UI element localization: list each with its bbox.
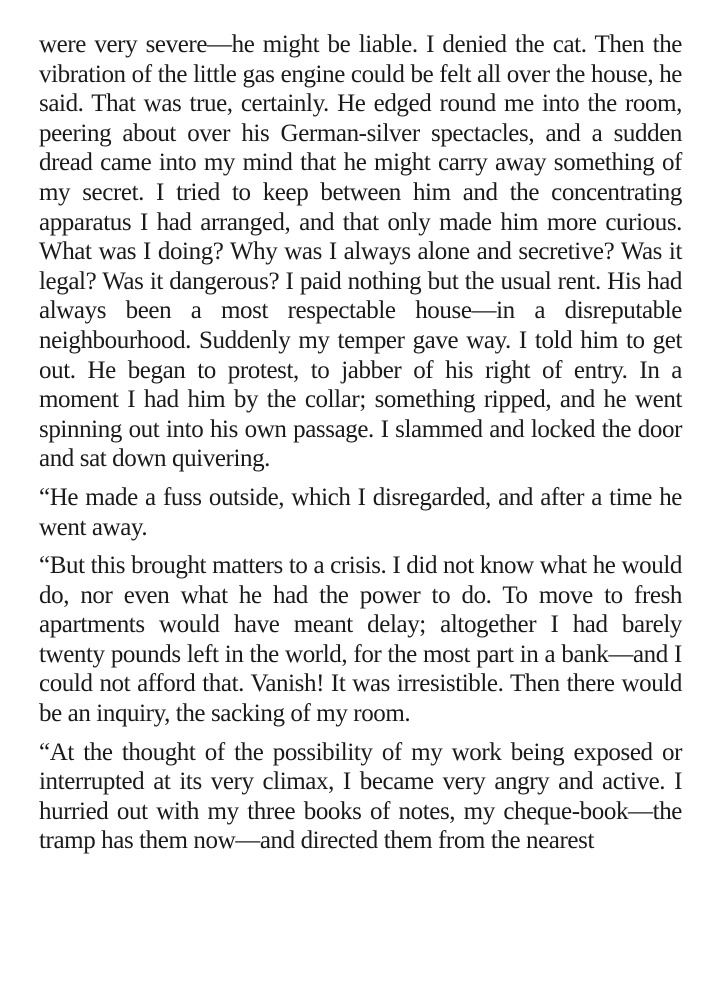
paragraph-landlord-confrontation: were very severe—he might be liable. I denied the cat. Then the vibration of the little gas engine could be felt all over the house, he said. That was true, certainly. He edged round me into the room, peering about over his German-silver spectacles, and a sudden dread came into my mind that he might carry away something of my secret. I tried to keep between him and the concentrating apparatus I had arranged, and that only made him more curious. What was I doing? Why was I always alone and secretive? Was it legal? Was it dangerous? I paid nothing but the usual rent. His had always been a most respectable house—in a disreputable neighbourhood. Suddenly my temper gave way. I told him to get out. He began to protest, to jabber of his right of entry. In a moment I had him by the collar; something ripped, and he went spinning out into his own passage. I slammed and locked the door and sat down quivering. (39, 31, 682, 473)
paragraph-crisis: “But this brought matters to a crisis. I did not know what he would do, nor even what he had the power to do. To move to fresh apartments would have meant delay; altogether I had barely twenty pounds left in the world, for the most part in a bank—and I could not afford that. Vanish! It was irresistible. Then there would be an inquiry, the sacking of my room. (39, 552, 682, 728)
paragraph-hurried-out: “At the thought of the possibility of my work being exposed or interrupted at its very climax, I became very angry and active. I hurried out with my three books of notes, my cheque-book—the tramp has them now—and directed them from the nearest (39, 738, 682, 855)
paragraph-landlord-leaves: “He made a fuss outside, which I disregarded, and after a time he went away. (39, 483, 682, 541)
